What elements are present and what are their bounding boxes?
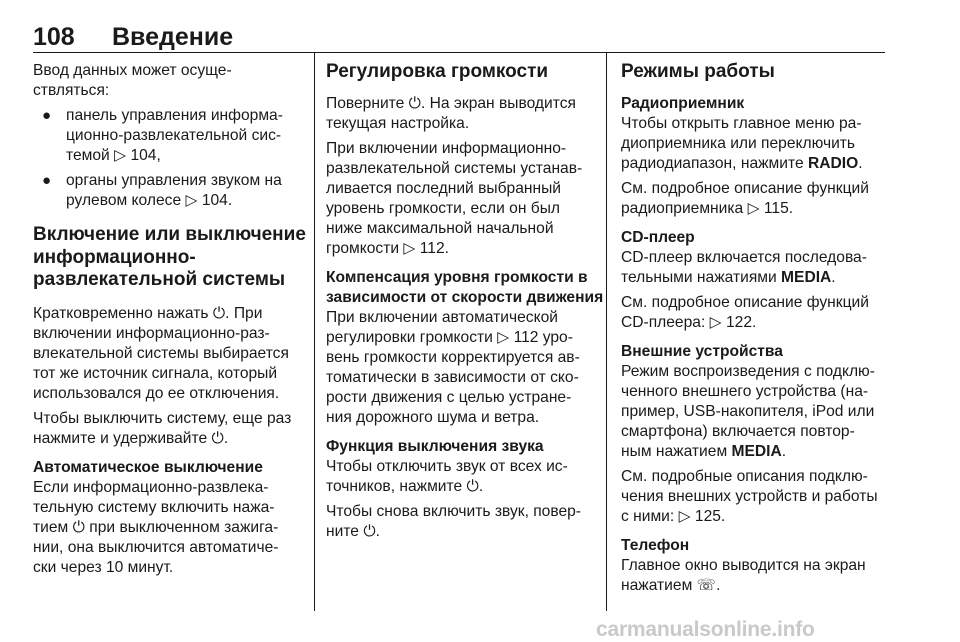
page-ref-arrow-icon: ▷	[403, 239, 416, 257]
list-item: ● панель управления информа- ционно-развлекательной сис- темой ▷ 104,	[42, 107, 283, 164]
page-ref-arrow-icon: ▷	[747, 199, 760, 217]
bullet-icon: ●	[42, 172, 52, 189]
paragraph: Поверните ⏻. На экран выводится текущая настройка.	[326, 94, 576, 132]
column-2	[326, 61, 604, 542]
section-heading-modes: Режимы работы	[621, 61, 775, 82]
bullet-icon: ●	[42, 107, 52, 124]
section-heading-volume: Регулировка громкости	[326, 61, 549, 82]
volume-knob-icon: ⏻	[408, 94, 421, 112]
media-button-label: MEDIA	[731, 442, 782, 460]
subheading-phone: Телефон	[621, 536, 690, 554]
page-ref-link[interactable]: 112 уро-	[513, 328, 573, 346]
column-1	[33, 61, 308, 578]
page-ref-link[interactable]: 104.	[201, 192, 233, 209]
page-header	[33, 22, 885, 52]
paragraph: При включении автоматической регулировки громкости ▷ 112 уро- вень громкости корректируется ав- томатически в зависимости от ско- рости движения с целью устране- ния дорожного шума и ветра.	[326, 308, 580, 426]
page-ref-arrow-icon: ▷	[678, 507, 691, 525]
power-icon: ⏻	[211, 429, 224, 447]
section-heading-power: Включение или выключение информационно- развлекательной системы	[33, 224, 306, 290]
paragraph: Чтобы открыть главное меню ра- диоприемника или переключить радиодиапазон, нажмите RADIO.	[621, 114, 863, 172]
subheading-radio: Радиоприемник	[621, 94, 745, 112]
watermark: carmanualsonline.info	[596, 618, 815, 641]
header-rule	[33, 52, 885, 53]
paragraph: Если информационно-развлека- тельную систему включить нажа- тием ⏻ при выключенном зажига- нии, она выключится автоматиче- ски через 10 минут.	[33, 478, 279, 576]
list-item: ● органы управления звуком на рулевом колесе ▷ 104.	[42, 172, 282, 209]
input-methods-list	[33, 106, 308, 211]
page-number: 108	[33, 23, 75, 51]
paragraph: Чтобы выключить систему, еще раз нажмите и удерживайте ⏻.	[33, 409, 292, 447]
page-ref-link[interactable]: 115.	[763, 199, 794, 217]
column-divider-2	[606, 53, 607, 611]
subheading-cd-player: CD-плеер	[621, 228, 695, 246]
paragraph: См. подробное описание функций радиоприемника ▷ 115.	[621, 179, 869, 217]
paragraph: Главное окно выводится на экран нажатием ☏.	[621, 556, 866, 594]
subheading-auto-off: Автоматическое выключение	[33, 458, 263, 476]
paragraph: Режим воспроизведения с подклю- ченного внешнего устройства (на- пример, USB-накопителя, iPod или смартфона) включается повтор- ным нажатием MEDIA.	[621, 362, 875, 460]
phone-icon: ☏	[696, 576, 717, 594]
page-ref-link[interactable]: 125.	[694, 507, 726, 525]
page-ref-arrow-icon: ▷	[497, 328, 510, 346]
power-icon: ⏻	[212, 304, 226, 322]
volume-knob-icon: ⏻	[466, 477, 479, 495]
paragraph: Чтобы снова включить звук, повер- ните ⏻.	[326, 502, 582, 540]
paragraph: CD-плеер включается последова- тельными нажатиями MEDIA.	[621, 248, 867, 286]
paragraph: Кратковременно нажать ⏻. При включении информационно-раз- влекательной системы выбирается тот же источник сигнала, который использовался до ее отключения.	[33, 304, 289, 402]
intro-paragraph: Ввод данных может осуще- ствляться:	[33, 62, 232, 99]
page-ref-arrow-icon: ▷	[709, 313, 722, 331]
page-ref-arrow-icon: ▷	[114, 147, 127, 164]
volume-knob-icon: ⏻	[363, 522, 376, 540]
page-ref-link[interactable]: 122.	[725, 313, 757, 331]
page-ref-link[interactable]: 104,	[130, 147, 161, 164]
radio-button-label: RADIO	[807, 154, 859, 172]
subheading-mute: Функция выключения звука	[326, 437, 544, 455]
page-title: Введение	[112, 23, 234, 51]
page-ref-arrow-icon: ▷	[185, 192, 198, 209]
power-icon: ⏻	[72, 518, 85, 536]
subheading-speed-compensation: Компенсация уровня громкости в зависимости от скорости движения	[326, 268, 604, 306]
page-ref-link[interactable]: 112.	[419, 239, 449, 257]
paragraph: См. подробные описания подклю- чения внешних устройств и работы с ними: ▷ 125.	[621, 467, 878, 525]
paragraph: См. подробное описание функций CD-плеера: ▷ 122.	[621, 293, 869, 331]
paragraph: При включении информационно- развлекательной системы устанав- ливается последний выбранный уровень громкости, если он был ниже максимальной начальной громкости ▷ 112.	[326, 139, 583, 257]
paragraph: Чтобы отключить звук от всех ис- точников, нажмите ⏻.	[326, 457, 568, 495]
column-3	[621, 61, 891, 596]
subheading-external-devices: Внешние устройства	[621, 342, 783, 360]
column-divider-1	[314, 53, 315, 611]
media-button-label: MEDIA	[781, 268, 832, 286]
